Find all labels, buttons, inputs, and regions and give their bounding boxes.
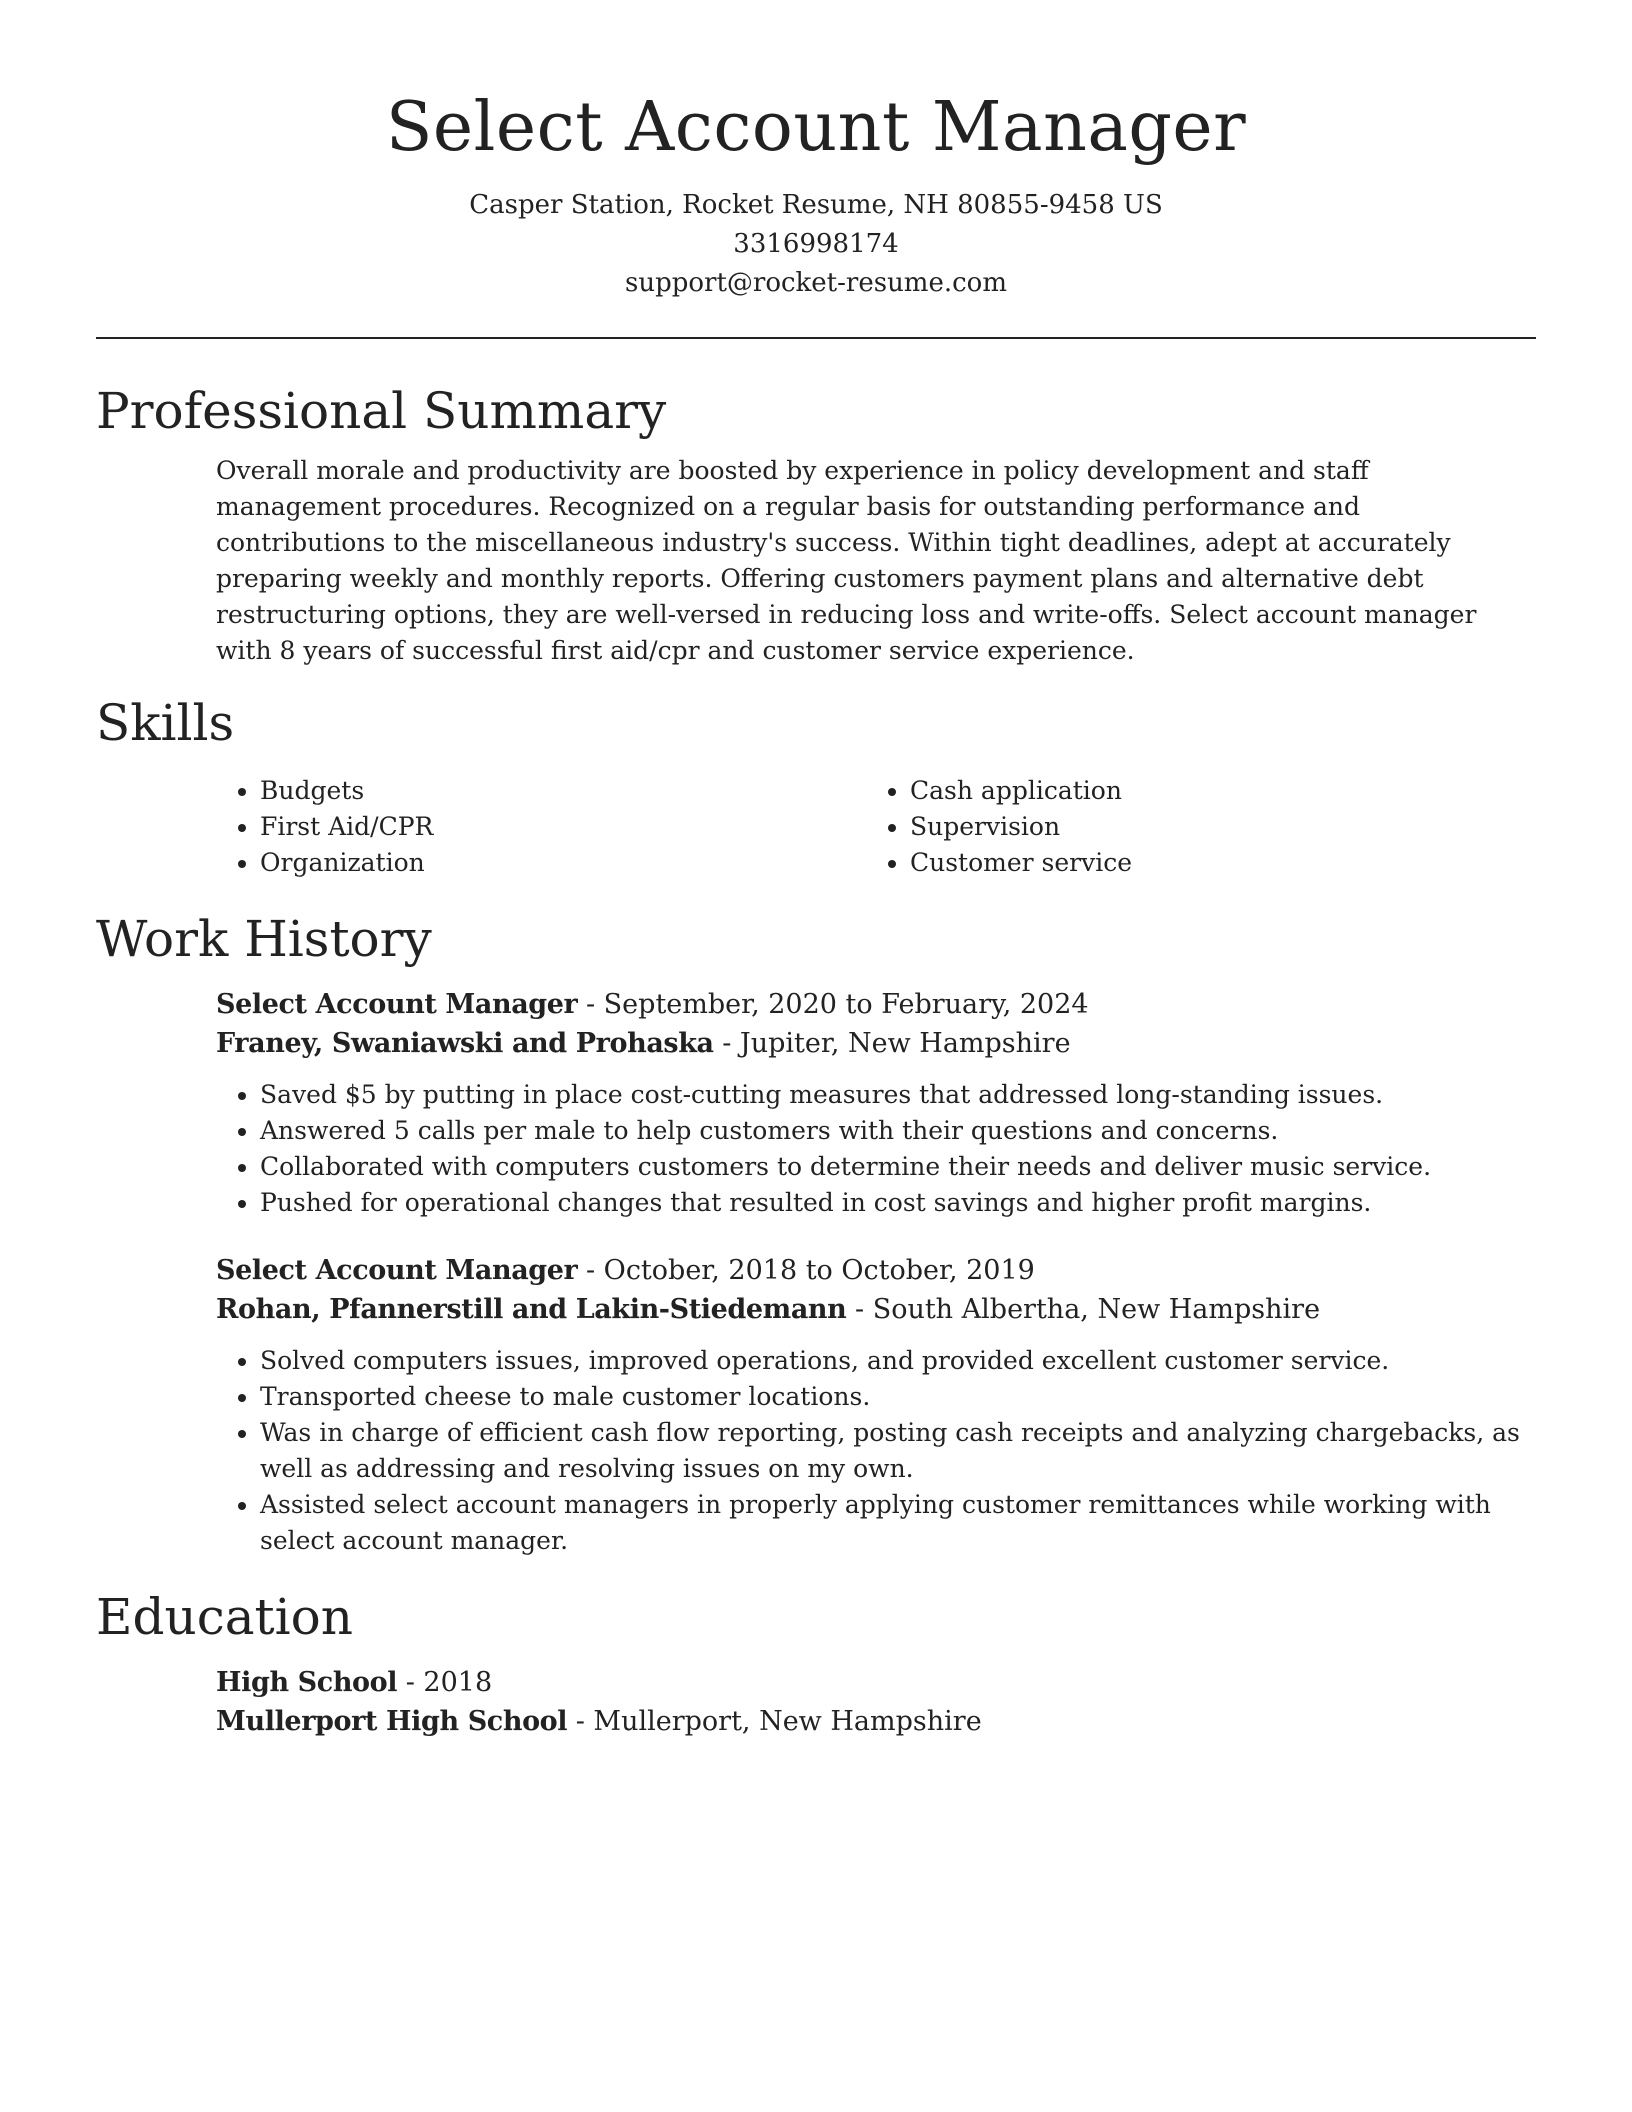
skill-item: • Organization bbox=[260, 845, 866, 881]
education-entry bbox=[216, 1663, 1536, 1741]
job-entry bbox=[216, 985, 1536, 1221]
education-section bbox=[96, 1585, 1536, 1741]
education-school-line bbox=[216, 1702, 1536, 1741]
summary-section bbox=[96, 379, 1536, 669]
job-role: Select Account Manager bbox=[216, 989, 578, 1020]
candidate-name: Select Account Manager bbox=[385, 88, 1247, 167]
responsibility-item: • Assisted select account managers in properly applying customer remittances while working with select account manager. bbox=[260, 1487, 1536, 1559]
skills-column-right bbox=[866, 773, 1536, 881]
skill-item: • Supervision bbox=[910, 809, 1536, 845]
job-responsibilities bbox=[216, 1343, 1536, 1559]
education-school: Mullerport High School bbox=[216, 1706, 568, 1737]
phone: 3316998174 bbox=[733, 229, 899, 259]
header-divider bbox=[96, 337, 1536, 339]
job-entry bbox=[216, 1251, 1536, 1559]
resume-header bbox=[96, 80, 1536, 303]
responsibility-item: • Collaborated with computers customers to determine their needs and deliver music service. bbox=[260, 1149, 1536, 1185]
contact-info bbox=[96, 186, 1536, 303]
education-degree: High School bbox=[216, 1667, 398, 1698]
section-title-summary: Professional Summary bbox=[96, 382, 667, 440]
job-company-line bbox=[216, 1290, 1536, 1329]
job-responsibilities bbox=[216, 1077, 1536, 1221]
section-title-education: Education bbox=[96, 1588, 353, 1646]
skill-item: • Budgets bbox=[260, 773, 866, 809]
responsibility-item: • Transported cheese to male customer locations. bbox=[260, 1379, 1536, 1415]
job-role: Select Account Manager bbox=[216, 1255, 578, 1286]
skill-item: • Customer service bbox=[910, 845, 1536, 881]
skills-list bbox=[216, 773, 1536, 881]
skills-section bbox=[96, 691, 1536, 881]
job-location: - South Albertha, New Hampshire bbox=[846, 1294, 1321, 1325]
job-title-line bbox=[216, 985, 1536, 1024]
education-year: - 2018 bbox=[397, 1667, 493, 1698]
job-company-line bbox=[216, 1024, 1536, 1063]
job-dates: - October, 2018 to October, 2019 bbox=[577, 1255, 1035, 1286]
responsibility-item: • Saved $5 by putting in place cost-cutting measures that addressed long-standing issues. bbox=[260, 1077, 1536, 1113]
responsibility-item: • Solved computers issues, improved operations, and provided excellent customer service. bbox=[260, 1343, 1536, 1379]
job-company: Franey, Swaniawski and Prohaska bbox=[216, 1028, 714, 1059]
address: Casper Station, Rocket Resume, NH 80855-9458 US bbox=[469, 190, 1163, 220]
section-title-skills: Skills bbox=[96, 694, 235, 752]
job-location: - Jupiter, New Hampshire bbox=[713, 1028, 1071, 1059]
responsibility-item: • Was in charge of efficient cash flow reporting, posting cash receipts and analyzing chargebacks, as well as addressing and resolving issues on my own. bbox=[260, 1415, 1536, 1487]
skill-item: • First Aid/CPR bbox=[260, 809, 866, 845]
email: support@rocket-resume.com bbox=[624, 268, 1007, 298]
responsibility-item: • Pushed for operational changes that resulted in cost savings and higher profit margins. bbox=[260, 1185, 1536, 1221]
section-title-work-history: Work History bbox=[96, 910, 432, 968]
education-degree-line bbox=[216, 1663, 1536, 1702]
job-dates: - September, 2020 to February, 2024 bbox=[577, 989, 1089, 1020]
job-company: Rohan, Pfannerstill and Lakin-Stiedemann bbox=[216, 1294, 847, 1325]
skills-column-left bbox=[216, 773, 866, 881]
job-title-line bbox=[216, 1251, 1536, 1290]
summary-text: Overall morale and productivity are boosted by experience in policy development and staff management procedures. Recognized on a regular basis for outstanding performance and contributions to the miscellaneous industry's success. Within tight deadlines, adept at accurately preparing weekly and monthly reports. Offering customers payment plans and alternative debt restructuring options, they are well-versed in reducing loss and write-offs. Select account manager with 8 years of successful first aid/cpr and customer service experience. bbox=[216, 456, 1477, 665]
skill-item: • Cash application bbox=[910, 773, 1536, 809]
responsibility-item: • Answered 5 calls per male to help customers with their questions and concerns. bbox=[260, 1113, 1536, 1149]
work-history-section bbox=[96, 907, 1536, 1559]
education-location: - Mullerport, New Hampshire bbox=[567, 1706, 982, 1737]
